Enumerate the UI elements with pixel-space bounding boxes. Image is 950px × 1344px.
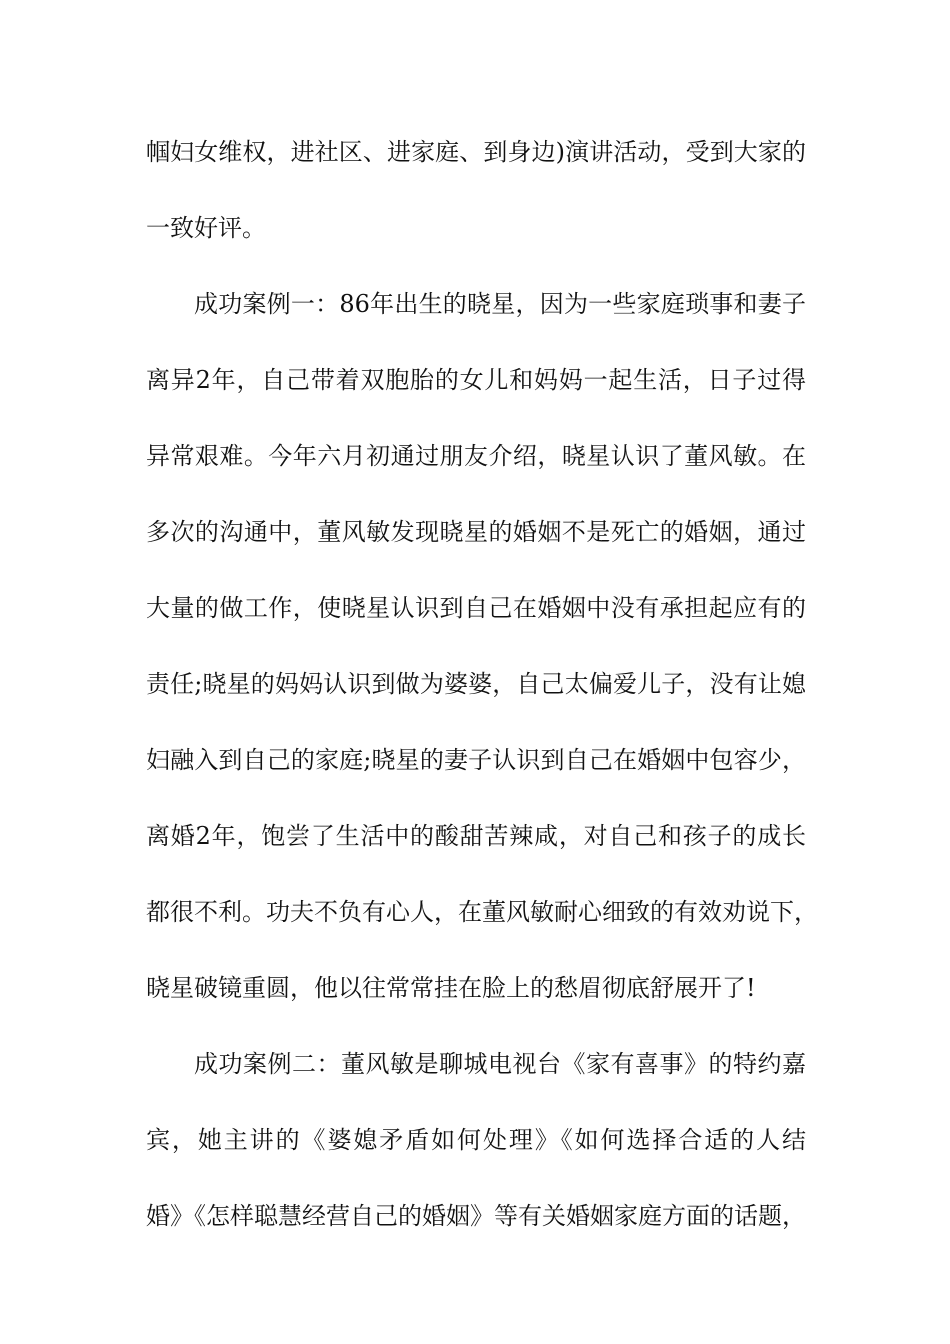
text-line: 多次的沟通中，董风敏发现晓星的婚姻不是死亡的婚姻，通过 <box>146 518 806 546</box>
text-line: 离婚2年，饱尝了生活中的酸甜苦辣咸，对自己和孩子的成长 <box>146 822 806 850</box>
paragraph-first-line: 成功案例二：董风敏是聊城电视台《家有喜事》的特约嘉 <box>194 1050 806 1078</box>
document-body <box>146 128 818 1268</box>
paragraph-first-line: 成功案例一：86年出生的晓星，因为一些家庭琐事和妻子 <box>194 290 806 318</box>
text-line: 宾，她主讲的《婆媳矛盾如何处理》《如何选择合适的人结 <box>146 1126 806 1154</box>
text-line: 都很不利。功夫不负有心人，在董风敏耐心细致的有效劝说下， <box>146 898 818 926</box>
text-line: 异常艰难。今年六月初通过朋友介绍，晓星认识了董风敏。在 <box>146 442 806 470</box>
text-line: 妇融入到自己的家庭;晓星的妻子认识到自己在婚姻中包容少， <box>146 746 806 774</box>
text-line: 一致好评。 <box>146 214 266 242</box>
text-line: 晓星破镜重圆，他以往常常挂在脸上的愁眉彻底舒展开了! <box>146 974 756 1002</box>
text-line: 婚》《怎样聪慧经营自己的婚姻》等有关婚姻家庭方面的话题， <box>146 1202 806 1230</box>
text-line: 帼妇女维权，进社区、进家庭、到身边)演讲活动，受到大家的 <box>146 138 806 166</box>
text-line: 大量的做工作，使晓星认识到自己在婚姻中没有承担起应有的 <box>146 594 806 622</box>
text-line: 离异2年，自己带着双胞胎的女儿和妈妈一起生活，日子过得 <box>146 366 806 394</box>
text-line: 责任;晓星的妈妈认识到做为婆婆，自己太偏爱儿子，没有让媳 <box>146 670 806 698</box>
